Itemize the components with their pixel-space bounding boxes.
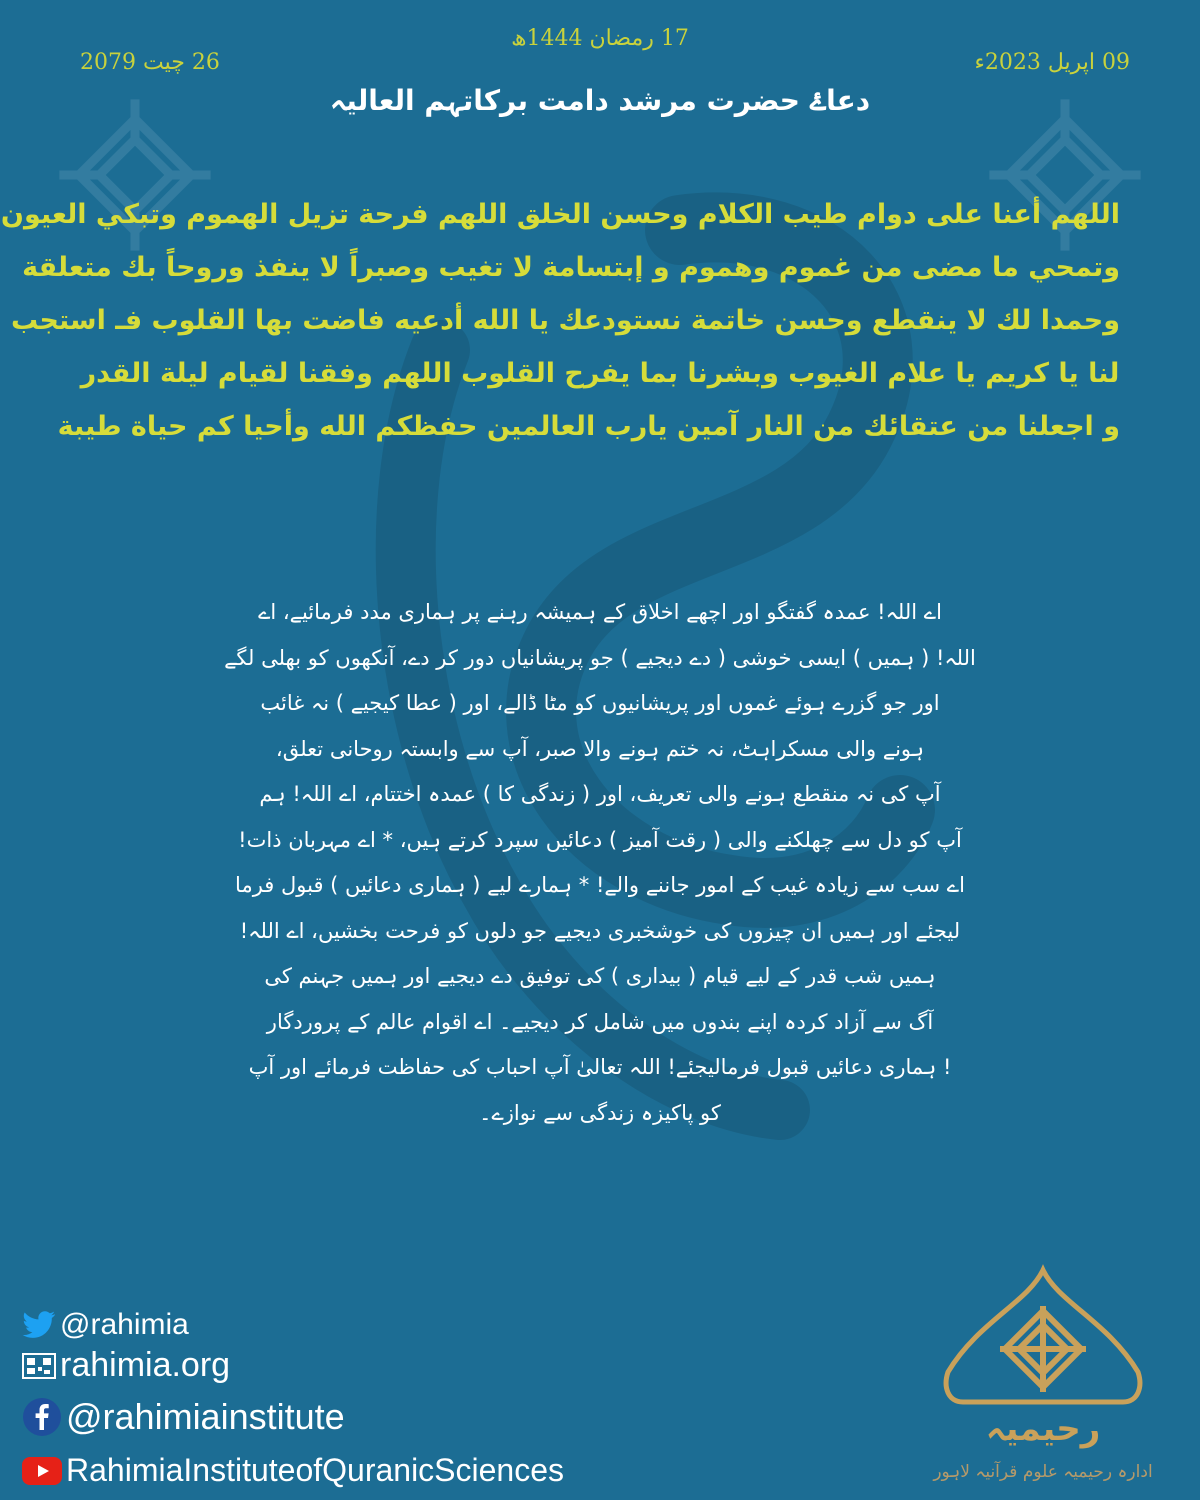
urdu-line: اللہ! ( ہمیں ) ایسی خوشی ( دے دیجیے ) جو پریشانیاں دور کر دے، آنکھوں کو بھلی لگے <box>224 645 976 670</box>
arabic-line: و اجعلنا من عتقائك من النار آمين يارب العالمين حفظكم الله وأحيا كم حياة طيبة <box>57 411 1120 442</box>
urdu-line: اے اللہ! عمدہ گفتگو اور اچھے اخلاق کے ہمیشہ رہنے پر ہماری مدد فرمائیے، اے <box>258 600 942 624</box>
urdu-line: لیجئے اور ہمیں ان چیزوں کی خوشخبری دیجیے جو دلوں کو فرحت بخشیں، اے اللہ! <box>239 918 961 943</box>
urdu-line: کو پاکیزہ زندگی سے نوازے۔ <box>479 1100 721 1125</box>
website-link[interactable] <box>22 1346 230 1385</box>
arabic-dua <box>0 188 1120 453</box>
twitter-handle: @rahimia <box>60 1308 189 1341</box>
youtube-channel: RahimiaInstituteofQuranicSciences <box>66 1452 565 1488</box>
facebook-icon <box>22 1397 62 1437</box>
urdu-line: ! ہماری دعائیں قبول فرمالیجئے! اللہ تعالیٰ آپ احباب کی حفاظت فرمائے اور آپ <box>248 1055 952 1079</box>
rahimia-logo-emblem <box>908 1262 1178 1492</box>
arabic-line: وتمحي ما مضى من غموم وهموم و إبتسامة لا تغيب وصبراً لا ينفذ وروحاً بك متعلقة <box>22 252 1120 283</box>
twitter-icon <box>22 1311 56 1339</box>
urdu-line: ہمیں شب قدر کے لیے قیام ( بیداری ) کی توفیق دے دیجیے اور ہمیں جہنم کی <box>264 964 936 988</box>
urdu-translation <box>150 590 1050 1136</box>
page-title: دعاۓ حضرت مرشد دامت برکاتہم العالیہ <box>329 84 871 117</box>
urdu-line: ہونے والی مسکراہٹ، نہ ختم ہونے والا صبر، آپ سے وابستہ روحانی تعلق، <box>275 736 925 761</box>
facebook-handle: @rahimiainstitute <box>66 1396 345 1437</box>
youtube-link[interactable] <box>22 1452 564 1489</box>
hijri-date: 17 رمضان 1444ھ <box>511 26 689 51</box>
youtube-icon <box>22 1457 62 1485</box>
logo-word: رحیمیہ <box>985 1409 1101 1449</box>
twitter-link[interactable] <box>22 1308 189 1342</box>
urdu-line: آگ سے آزاد کردہ اپنے بندوں میں شامل کر دیجیے۔ اے اقوام عالم کے پروردگار <box>266 1009 934 1034</box>
urdu-line: آپ کی نہ منقطع ہونے والی تعریف، اور ( زندگی کا ) عمدہ اختتام، اے اللہ! ہم <box>259 782 941 806</box>
arabic-line: وحمدا لك لا ينقطع وحسن خاتمة نستودعك يا الله أدعيه فاضت بها القلوب فـ استجب <box>10 305 1120 336</box>
urdu-line: اے سب سے زیادہ غیب کے امور جاننے والے! * ہمارے لیے ( ہماری دعائیں ) قبول فرما <box>235 873 965 897</box>
urdu-line: اور جو گزرے ہوئے غموں اور پریشانیوں کو مٹا ڈالے، اور ( عطا کیجیے ) نہ غائب <box>260 691 940 715</box>
arabic-line: اللهم أعنا على دوام طيب الكلام وحسن الخلق اللهم فرحة تزيل الهموم وتبكي العيون <box>0 199 1120 230</box>
arabic-line: لنا يا كريم يا علام الغيوب وبشرنا بما يفرح القلوب اللهم وفقنا لقيام ليلة القدر <box>80 358 1120 389</box>
rahimia-logo <box>908 1262 1178 1492</box>
gregorian-date: 09 اپریل 2023ء <box>974 50 1130 75</box>
bikrami-date: 26 چیت 2079 <box>80 50 220 75</box>
urdu-line: آپ کو دل سے چھلکنے والی ( رقت آمیز ) دعائیں سپرد کرتے ہیں، * اے مہربان ذات! <box>238 827 962 852</box>
logo-tagline: ادارہ رحیمیہ علوم قرآنیہ لاہور <box>933 1462 1153 1482</box>
website-url: rahimia.org <box>60 1346 231 1384</box>
qr-code-icon <box>22 1353 56 1379</box>
facebook-link[interactable] <box>22 1396 345 1438</box>
